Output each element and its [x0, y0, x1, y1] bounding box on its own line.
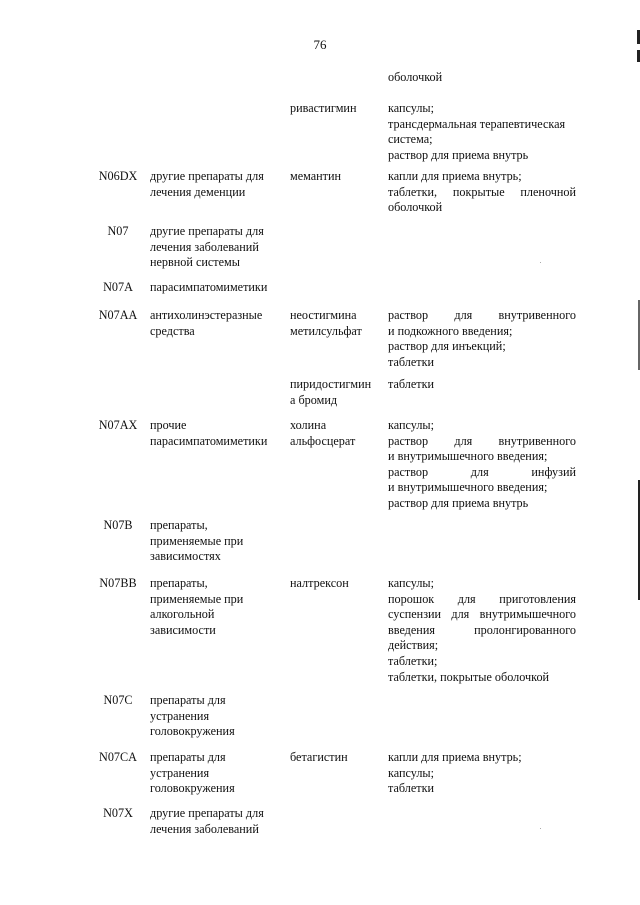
- atc-code-cell: N07A: [103, 280, 133, 294]
- group-line: другие препараты для: [150, 806, 264, 820]
- dosage-form-cell: [388, 377, 576, 393]
- form-line: система;: [388, 132, 433, 147]
- group-line: лечения заболеваний: [150, 821, 259, 836]
- dosage-form-cell: [388, 70, 576, 86]
- form-line: раствор для инъекций;: [388, 339, 506, 354]
- form-line: введения пролонгированного: [388, 622, 576, 637]
- group-name-cell: [150, 224, 282, 271]
- atc-code-cell: N07X: [103, 806, 133, 820]
- group-line: головокружения: [150, 781, 235, 796]
- atc-code-cell: N07AA: [98, 308, 138, 322]
- drug-line: холина: [290, 418, 327, 432]
- drug-name-cell: [290, 101, 380, 117]
- form-line: таблетки: [388, 354, 435, 369]
- atc-code-cell: N07BB: [99, 576, 137, 590]
- form-line: суспензии для внутримышечного: [388, 607, 576, 622]
- group-line: зависимости: [150, 622, 216, 637]
- form-line: раствор для внутривенного: [388, 433, 576, 448]
- page-number: 76: [313, 37, 327, 52]
- form-line: таблетки: [388, 781, 435, 796]
- group-line: другие препараты для: [150, 224, 264, 238]
- form-line: раствор для внутривенного: [388, 308, 576, 322]
- group-line: устранения: [150, 708, 210, 723]
- form-line: таблетки, покрытые пленочной: [388, 184, 576, 199]
- group-line: лечения заболеваний: [150, 239, 259, 254]
- group-line: препараты для: [150, 693, 226, 707]
- group-line: препараты,: [150, 518, 208, 532]
- group-line: алкогольной: [150, 607, 215, 622]
- form-line: и внутримышечного введения;: [388, 449, 548, 464]
- drug-line: неостигмина: [290, 308, 357, 322]
- drug-line: бетагистин: [290, 750, 348, 764]
- drug-line: ривастигмин: [290, 101, 357, 115]
- drug-name-cell: [290, 308, 380, 339]
- group-name-cell: [150, 576, 282, 638]
- drug-name-cell: [290, 418, 380, 449]
- form-line: трансдермальная терапевтическая: [388, 116, 566, 131]
- drug-line: альфосцерат: [290, 433, 356, 448]
- group-line: средства: [150, 323, 195, 338]
- dosage-form-cell: [388, 418, 576, 512]
- form-line: действия;: [388, 638, 439, 653]
- form-line: раствор для приема внутрь: [388, 147, 529, 162]
- form-line: оболочкой: [388, 70, 443, 84]
- dosage-form-cell: [388, 169, 576, 216]
- group-line: препараты для: [150, 750, 226, 764]
- group-line: другие препараты для: [150, 169, 264, 183]
- group-line: применяемые при: [150, 533, 244, 548]
- form-line: капсулы;: [388, 765, 434, 780]
- drug-name-cell: [290, 377, 380, 408]
- form-line: порошок для приготовления: [388, 591, 576, 606]
- group-line: парасимпатомиметики: [150, 280, 268, 294]
- atc-code-cell: N07AX: [98, 418, 138, 432]
- form-line: таблетки: [388, 377, 435, 391]
- drug-name-cell: [290, 576, 380, 592]
- group-name-cell: [150, 418, 282, 449]
- form-line: и подкожного введения;: [388, 323, 513, 338]
- group-line: парасимпатомиметики: [150, 433, 268, 448]
- drug-line: налтрексон: [290, 576, 349, 590]
- group-line: нервной системы: [150, 255, 240, 270]
- group-name-cell: [150, 169, 282, 200]
- scan-speck: [540, 828, 541, 829]
- drug-name-cell: [290, 750, 380, 766]
- group-line: головокружения: [150, 724, 235, 739]
- group-name-cell: [150, 806, 282, 837]
- atc-code-cell: N07: [107, 224, 129, 238]
- dosage-form-cell: [388, 308, 576, 370]
- drug-line: метилсульфат: [290, 323, 362, 338]
- form-line: таблетки;: [388, 653, 438, 668]
- group-name-cell: [150, 280, 282, 296]
- drug-line: пиридостигмин: [290, 377, 372, 391]
- scan-speck: [540, 262, 541, 263]
- form-line: капли для приема внутрь;: [388, 750, 522, 764]
- form-line: раствор для приема внутрь: [388, 495, 529, 510]
- form-line: оболочкой: [388, 200, 443, 215]
- form-line: капсулы;: [388, 101, 434, 115]
- group-line: устранения: [150, 765, 210, 780]
- group-name-cell: [150, 308, 282, 339]
- group-line: лечения деменции: [150, 184, 246, 199]
- dosage-form-cell: [388, 101, 576, 163]
- form-line: таблетки, покрытые оболочкой: [388, 669, 550, 684]
- dosage-form-cell: [388, 750, 576, 797]
- form-line: капли для приема внутрь;: [388, 169, 522, 183]
- group-line: зависимостях: [150, 549, 221, 564]
- atc-code-cell: N07C: [103, 693, 133, 707]
- group-line: препараты,: [150, 576, 208, 590]
- atc-code-cell: N06DX: [98, 169, 138, 183]
- dosage-form-cell: [388, 576, 576, 685]
- group-line: прочие: [150, 418, 187, 432]
- drug-line: мемантин: [290, 169, 342, 183]
- group-name-cell: [150, 518, 282, 565]
- drug-name-cell: [290, 169, 380, 185]
- form-line: раствор для инфузий: [388, 464, 576, 479]
- group-name-cell: [150, 693, 282, 740]
- group-line: применяемые при: [150, 591, 244, 606]
- group-line: антихолинэстеразные: [150, 308, 263, 322]
- drug-line: а бромид: [290, 392, 338, 407]
- atc-code-cell: N07CA: [99, 750, 137, 764]
- form-line: и внутримышечного введения;: [388, 480, 548, 495]
- atc-code-cell: N07B: [103, 518, 133, 532]
- form-line: капсулы;: [388, 418, 434, 432]
- form-line: капсулы;: [388, 576, 434, 590]
- group-name-cell: [150, 750, 282, 797]
